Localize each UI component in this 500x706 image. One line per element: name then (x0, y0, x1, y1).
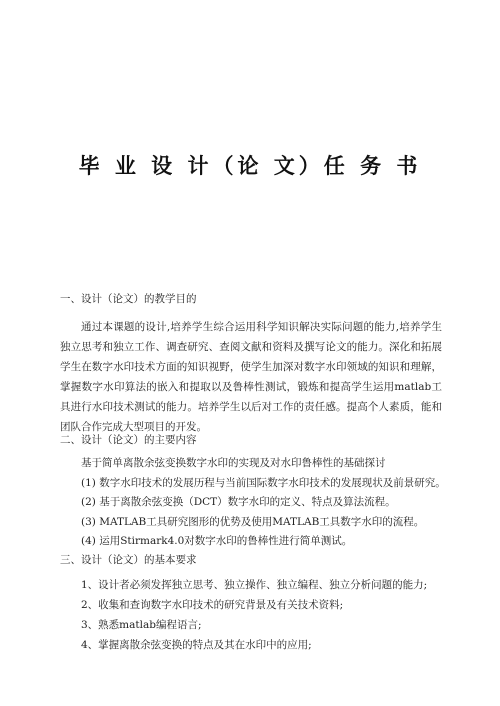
section-1-heading: 一、设计（论文）的教学目的 (60, 293, 197, 305)
section-2-line: (2) 基于离散余弦变换（DCT）数字水印的定义、特点及算法流程。 (81, 496, 396, 508)
section-2-line: (1) 数字水印技术的发展历程与当前国际数字水印技术的发展现状及前景研究。 (81, 477, 446, 489)
document-title: 毕 业 设 计（论 文）任 务 书 (78, 154, 422, 178)
section-3-line: 1、设计者必须发挥独立思考、独立操作、独立编程、独立分析问题的能力; (81, 579, 428, 591)
section-3-line: 3、熟悉matlab编程语言; (81, 619, 202, 631)
section-1-paragraph: 通过本课题的设计,培养学生综合运用科学知识解决实际问题的能力,培养学生独立思考和独立工作、调查研究、查阅文献和资料及撰写论文的能力。深化和拓展学生在数字水印技术方面的知识视野，使学生加深对数字水印领域的知识和理解，掌握数字水印算法的嵌入和提取以及鲁棒性测试，锻炼和提高学生运用matlab工具进行水印技术测试的能力。培养学生以后对工作的责任感。提高个人素质，能和团队合作完成大型项目的开发。 (60, 321, 442, 433)
section-2-heading: 二、设计（论文）的主要内容 (60, 434, 197, 446)
section-3-line: 2、收集和查询数字水印技术的研究背景及有关技术资料; (81, 599, 344, 611)
section-2-line: (3) MATLAB工具研究图形的优势及使用MATLAB工具数字水印的流程。 (81, 516, 425, 528)
section-3-heading: 三、设计（论文）的基本要求 (60, 554, 197, 566)
section-3-line: 4、掌握离散余弦变换的特点及其在水印中的应用; (81, 639, 312, 651)
section-2-line: 基于简单离散余弦变换数字水印的实现及对水印鲁棒性的基础探讨 (81, 457, 386, 469)
section-2-line: (4) 运用Stirmark4.0对数字水印的鲁棒性进行简单测试。 (81, 535, 353, 547)
